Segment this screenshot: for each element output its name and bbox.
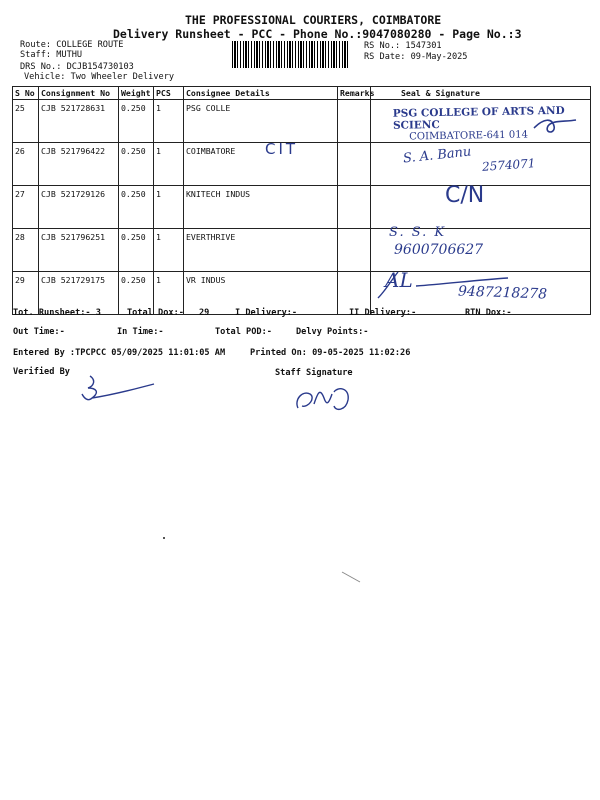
delvy-points: Delvy Points:- xyxy=(296,327,369,337)
table-header-row xyxy=(13,87,591,100)
cell-weight: 0.250 xyxy=(119,186,154,229)
cell-remarks xyxy=(338,100,371,143)
staff-signature-label: Staff Signature xyxy=(275,368,353,378)
cell-consignment: CJB 521796251 xyxy=(39,229,119,272)
route-label: Route: COLLEGE ROUTE xyxy=(20,40,124,50)
vehicle-label: Vehicle: Two Wheeler Delivery xyxy=(24,72,175,82)
col-sno-header: S No xyxy=(13,87,39,100)
table-row xyxy=(13,186,591,229)
handwritten-number-28: 9600706627 xyxy=(394,242,484,258)
cell-pcs: 1 xyxy=(154,186,184,229)
col-seal-header: Seal & Signature xyxy=(371,87,591,100)
cell-sno: 29 xyxy=(13,272,39,315)
cell-consignee: COIMBATORE xyxy=(184,143,338,186)
i-delivery: I Delivery:- xyxy=(235,308,298,318)
cell-remarks xyxy=(338,229,371,272)
handwritten-sig-27: C/N xyxy=(445,183,485,208)
signature-scribble-25 xyxy=(530,114,580,138)
out-time: Out Time:- xyxy=(13,327,65,337)
cell-sno: 27 xyxy=(13,186,39,229)
scan-mark xyxy=(340,570,364,586)
col-weight-header: Weight xyxy=(119,87,154,100)
cell-pcs: 1 xyxy=(154,229,184,272)
runsheet-subtitle: Delivery Runsheet - PCC - Phone No.:9047080280 - Page No.:3 xyxy=(113,27,522,41)
cell-consignee: EVERTHRIVE xyxy=(184,229,338,272)
rs-date: RS Date: 09-May-2025 xyxy=(364,52,468,62)
handwritten-name-26: S. A. Banu xyxy=(402,144,473,167)
ii-delivery: II Delivery:- xyxy=(349,308,417,318)
cell-sno: 25 xyxy=(13,100,39,143)
rs-number: RS No.: 1547301 xyxy=(364,41,442,51)
stamp-line-2: COIMBATORE-641 014 xyxy=(409,129,528,143)
staff-label: Staff: MUTHU xyxy=(20,50,83,60)
handwritten-number-26: 2574071 xyxy=(481,156,536,174)
cell-consignee: VR INDUS xyxy=(184,272,338,315)
total-dox-label: Total Dox:- xyxy=(127,308,184,318)
cell-weight: 0.250 xyxy=(119,272,154,315)
col-consignee-header: Consignee Details xyxy=(184,87,338,100)
cell-weight: 0.250 xyxy=(119,100,154,143)
printed-on: Printed On: 09-05-2025 11:02:26 xyxy=(250,348,411,358)
verified-signature xyxy=(78,372,158,404)
handwritten-name-28: S. S. K xyxy=(389,225,447,240)
col-consignment-header: Consignment No xyxy=(39,87,119,100)
staff-signature xyxy=(290,380,362,416)
cell-pcs: 1 xyxy=(154,272,184,315)
in-time: In Time:- xyxy=(117,327,164,337)
cell-consignment: CJB 521729126 xyxy=(39,186,119,229)
col-pcs-header: PCS xyxy=(154,87,184,100)
col-remarks-header: Remarks xyxy=(338,87,371,100)
handwritten-note-26: CIT xyxy=(265,140,299,158)
cell-consignment: CJB 521729175 xyxy=(39,272,119,315)
cell-weight: 0.250 xyxy=(119,143,154,186)
company-title: THE PROFESSIONAL COURIERS, COIMBATORE xyxy=(185,13,442,27)
total-dox-value: 29 xyxy=(199,308,210,318)
tot-runsheet: Tot. Runsheet:- 3 xyxy=(13,308,101,318)
cell-sno: 28 xyxy=(13,229,39,272)
cell-sno: 26 xyxy=(13,143,39,186)
entered-by: Entered By :TPCPCC 05/09/2025 11:01:05 AM xyxy=(13,348,226,358)
drs-label: DRS No.: DCJB154730103 xyxy=(20,62,134,72)
stamp-line-1: PSG COLLEGE OF ARTS AND SCIENC xyxy=(392,104,565,132)
cell-consignee: KNITECH INDUS xyxy=(184,186,338,229)
cell-pcs: 1 xyxy=(154,143,184,186)
rtn-dox: RTN Dox:- xyxy=(465,308,512,318)
cell-consignment: CJB 521796422 xyxy=(39,143,119,186)
cell-remarks xyxy=(338,186,371,229)
cell-consignment: CJB 521728631 xyxy=(39,100,119,143)
total-pod: Total POD:- xyxy=(215,327,272,337)
scan-dot xyxy=(163,537,165,539)
cell-consignee: PSG COLLE xyxy=(184,100,338,143)
handwritten-number-29: 9487218278 xyxy=(457,283,548,303)
cell-pcs: 1 xyxy=(154,100,184,143)
cell-remarks xyxy=(338,143,371,186)
handwritten-sig-29: AL xyxy=(385,268,413,292)
cell-weight: 0.250 xyxy=(119,229,154,272)
table-row xyxy=(13,229,591,272)
barcode xyxy=(232,41,350,68)
verified-by-label: Verified By xyxy=(13,367,70,377)
